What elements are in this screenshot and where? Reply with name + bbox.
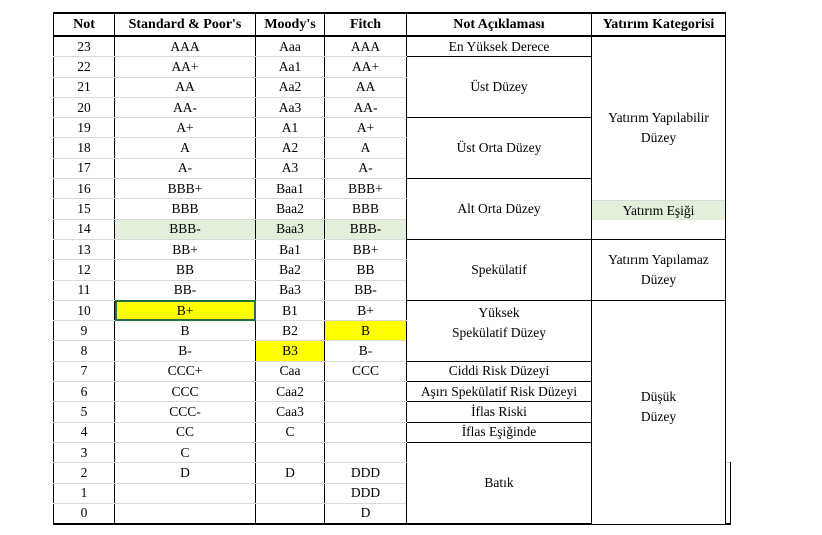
cell-aciklama-ust-orta[interactable]: Üst Orta Düzey (407, 118, 592, 179)
header-sp[interactable]: Standard & Poor's (115, 13, 256, 36)
cell-moodys[interactable]: Caa2 (256, 382, 325, 402)
cell-sp[interactable]: AA (115, 77, 256, 97)
cell-not[interactable]: 6 (54, 382, 115, 402)
cell-aciklama-alt-orta[interactable]: Alt Orta Düzey (407, 179, 592, 240)
cell-moodys[interactable]: Caa (256, 361, 325, 381)
header-moodys[interactable]: Moody's (256, 13, 325, 36)
cell-not[interactable]: 10 (54, 300, 115, 320)
cell-fitch[interactable]: BBB (325, 199, 407, 219)
cell-sp[interactable]: CC (115, 422, 256, 442)
cell-moodys[interactable]: Aaa (256, 36, 325, 57)
cell-fitch[interactable]: B- (325, 341, 407, 361)
cell-sp[interactable]: BBB+ (115, 179, 256, 199)
cell-moodys[interactable]: D (256, 463, 325, 483)
kategori-dusuk-line1: Düşük (640, 389, 677, 405)
kategori-yapilabilir-line1: Yatırım Yapılabilir (608, 110, 709, 125)
cell-sp[interactable]: BB (115, 260, 256, 280)
cell-fitch[interactable]: DDD (325, 483, 407, 503)
cell-moodys[interactable]: Baa2 (256, 199, 325, 219)
cell-moodys[interactable]: Ba1 (256, 239, 325, 259)
kategori-yapilamaz-line2: Düzey (640, 271, 677, 287)
cell-aciklama-yuksek-spekulatif[interactable] (407, 300, 592, 361)
cell-not[interactable]: 11 (54, 280, 115, 300)
cell-fitch[interactable]: AAA (325, 36, 407, 57)
cell-aciklama-ust[interactable]: Üst Düzey (407, 57, 592, 118)
cell-fitch[interactable]: BB+ (325, 239, 407, 259)
cell-not[interactable]: 1 (54, 483, 115, 503)
cell-moodys[interactable] (256, 442, 325, 462)
cell-moodys[interactable] (256, 483, 325, 503)
cell-not[interactable]: 5 (54, 402, 115, 422)
cell-fitch[interactable]: AA+ (325, 57, 407, 77)
cell-moodys[interactable]: Caa3 (256, 402, 325, 422)
cell-sp[interactable]: A (115, 138, 256, 158)
cell-aciklama-iflas-esigi[interactable]: İflas Eşiğinde (407, 422, 592, 442)
cell-not[interactable]: 9 (54, 321, 115, 341)
cell-moodys[interactable]: Baa3 (256, 219, 325, 239)
cell-aciklama-spekulatif[interactable]: Spekülatif (407, 239, 592, 300)
cell-kategori-yapilabilir[interactable] (592, 36, 726, 239)
cell-sp[interactable]: BBB- (115, 219, 256, 239)
credit-rating-table (53, 12, 731, 525)
cell-sp-selected[interactable]: B+ (115, 300, 256, 320)
aciklama-yuksek-line2: Spekülatif Düzey (451, 324, 547, 340)
cell-fitch[interactable]: B+ (325, 300, 407, 320)
cell-not[interactable]: 4 (54, 422, 115, 442)
cell-not[interactable]: 14 (54, 219, 115, 239)
cell-fitch[interactable]: AA (325, 77, 407, 97)
cell-not[interactable]: 19 (54, 118, 115, 138)
cell-fitch[interactable]: CCC (325, 361, 407, 381)
cell-fitch[interactable]: B (325, 321, 407, 341)
cell-sp[interactable]: A+ (115, 118, 256, 138)
cell-moodys[interactable]: B3 (256, 341, 325, 361)
cell-not[interactable]: 13 (54, 239, 115, 259)
header-aciklama[interactable]: Not Açıklaması (407, 13, 592, 36)
cell-fitch[interactable]: BBB- (325, 219, 407, 239)
cell-not[interactable]: 7 (54, 361, 115, 381)
cell-moodys[interactable]: Ba2 (256, 260, 325, 280)
cell-kategori-empty[interactable] (726, 463, 731, 524)
cell-aciklama-iflas-riski[interactable]: İflas Riski (407, 402, 592, 422)
cell-moodys[interactable]: B1 (256, 300, 325, 320)
cell-not[interactable]: 20 (54, 97, 115, 117)
cell-not[interactable]: 3 (54, 442, 115, 462)
cell-sp[interactable]: D (115, 463, 256, 483)
cell-fitch[interactable]: AA- (325, 97, 407, 117)
cell-not[interactable]: 22 (54, 57, 115, 77)
cell-fitch[interactable]: DDD (325, 463, 407, 483)
cell-aciklama-asiri-spekulatif[interactable]: Aşırı Spekülatif Risk Düzeyi (407, 382, 592, 402)
cell-moodys[interactable]: Ba3 (256, 280, 325, 300)
kategori-yapilabilir-line2: Düzey (640, 130, 677, 145)
cell-fitch[interactable] (325, 402, 407, 422)
cell-sp[interactable]: BB+ (115, 239, 256, 259)
cell-not[interactable]: 12 (54, 260, 115, 280)
cell-sp[interactable]: C (115, 442, 256, 462)
cell-sp[interactable]: BB- (115, 280, 256, 300)
cell-fitch[interactable] (325, 422, 407, 442)
cell-sp[interactable]: CCC (115, 382, 256, 402)
cell-sp[interactable]: B- (115, 341, 256, 361)
cell-moodys[interactable] (256, 503, 325, 524)
cell-fitch[interactable] (325, 442, 407, 462)
cell-moodys[interactable]: C (256, 422, 325, 442)
cell-sp[interactable]: A- (115, 158, 256, 178)
header-not[interactable]: Not (54, 13, 115, 36)
cell-sp[interactable]: CCC- (115, 402, 256, 422)
cell-aciklama-ciddi-risk[interactable]: Ciddi Risk Düzeyi (407, 361, 592, 381)
cell-aciklama-batik[interactable]: Batık (407, 442, 592, 524)
aciklama-yuksek-line1: Yüksek (478, 304, 520, 320)
cell-fitch[interactable]: A (325, 138, 407, 158)
kategori-esik: Yatırım Eşiği (592, 200, 725, 220)
cell-moodys[interactable]: B2 (256, 321, 325, 341)
cell-sp[interactable]: AA- (115, 97, 256, 117)
cell-moodys[interactable]: Aa1 (256, 57, 325, 77)
cell-not[interactable]: 16 (54, 179, 115, 199)
cell-sp[interactable]: CCC+ (115, 361, 256, 381)
table-row (54, 300, 731, 320)
cell-moodys[interactable]: A1 (256, 118, 325, 138)
cell-fitch[interactable]: D (325, 503, 407, 524)
cell-aciklama-en-yuksek[interactable]: En Yüksek Derece (407, 36, 592, 57)
cell-moodys[interactable]: Aa3 (256, 97, 325, 117)
kategori-yapilamaz-line1: Yatırım Yapılamaz (608, 251, 709, 267)
table-row (54, 36, 731, 57)
header-kategori[interactable]: Yatırım Kategorisi (592, 13, 726, 36)
cell-not[interactable]: 2 (54, 463, 115, 483)
cell-fitch[interactable]: BB (325, 260, 407, 280)
cell-moodys[interactable]: A2 (256, 138, 325, 158)
cell-kategori-dusuk[interactable] (592, 300, 726, 524)
cell-kategori-yapilamaz[interactable] (592, 239, 726, 300)
header-row (54, 13, 731, 36)
cell-sp[interactable]: AA+ (115, 57, 256, 77)
cell-not[interactable]: 18 (54, 138, 115, 158)
cell-moodys[interactable]: Baa1 (256, 179, 325, 199)
cell-fitch[interactable]: A- (325, 158, 407, 178)
cell-fitch[interactable] (325, 382, 407, 402)
cell-not[interactable]: 23 (54, 36, 115, 57)
cell-fitch[interactable]: BB- (325, 280, 407, 300)
cell-sp[interactable]: AAA (115, 36, 256, 57)
cell-not[interactable]: 17 (54, 158, 115, 178)
header-fitch[interactable]: Fitch (325, 13, 407, 36)
cell-fitch[interactable]: BBB+ (325, 179, 407, 199)
cell-sp[interactable] (115, 483, 256, 503)
table-row (54, 239, 731, 259)
cell-not[interactable]: 21 (54, 77, 115, 97)
kategori-dusuk-line2: Düzey (640, 409, 677, 425)
cell-moodys[interactable]: Aa2 (256, 77, 325, 97)
cell-not[interactable]: 0 (54, 503, 115, 524)
cell-sp[interactable]: B (115, 321, 256, 341)
cell-sp[interactable]: BBB (115, 199, 256, 219)
cell-fitch[interactable]: A+ (325, 118, 407, 138)
cell-not[interactable]: 8 (54, 341, 115, 361)
cell-sp[interactable] (115, 503, 256, 524)
cell-moodys[interactable]: A3 (256, 158, 325, 178)
cell-not[interactable]: 15 (54, 199, 115, 219)
